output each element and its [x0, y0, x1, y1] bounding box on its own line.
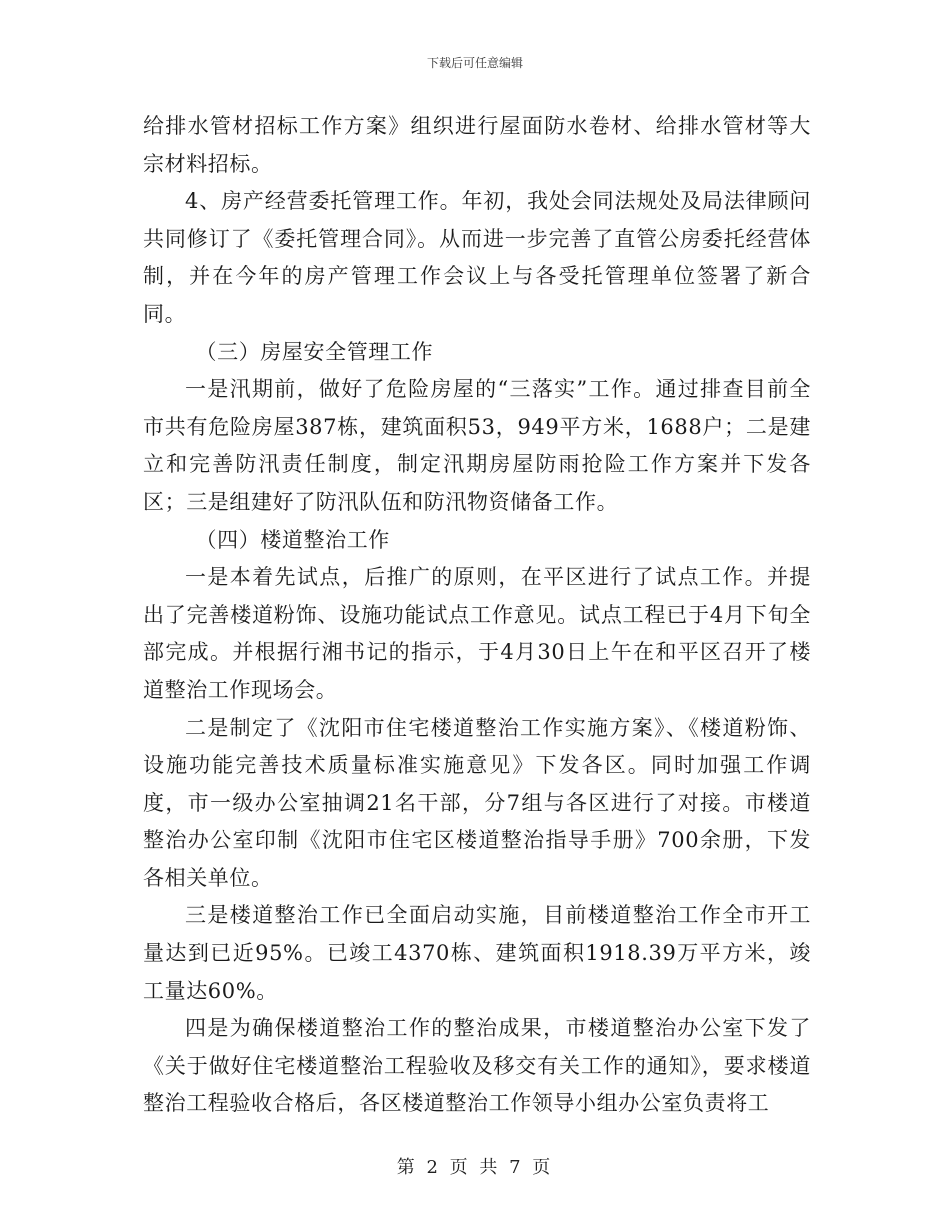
- paragraph-progress: 三是楼道整治工作已全面启动实施，目前楼道整治工作全市开工量达到已近95%。已竣工4370栋、建筑面积1918.39万平方米，竣工量达60%。: [143, 903, 811, 1003]
- paragraph-implementation-plan: 二是制定了《沈阳市住宅楼道整治工作实施方案》、《楼道粉饰、设施功能完善技术质量标准实施意见》下发各区。同时加强工作调度，市一级办公室抽调21名干部，分7组与各区进行了对接。市楼道整治办公室印制《沈阳市住宅区楼道整治指导手册》700余册，下发各相关单位。: [143, 715, 811, 890]
- paragraph-flood-season: 一是汛期前，做好了危险房屋的“三落实”工作。通过排查目前全市共有危险房屋387栋，建筑面积53，949平方米，1688户；二是建立和完善防汛责任制度，制定汛期房屋防雨抢险工作方案并下发各区；三是组建好了防汛队伍和防汛物资储备工作。: [143, 377, 811, 514]
- page-number: 第 2 页 共 7 页: [396, 1157, 554, 1178]
- section-heading-corridor-renovation: （四）楼道整治工作: [195, 527, 390, 552]
- page-header: 下载后可任意编辑: [426, 56, 523, 70]
- paragraph-continuation: 给排水管材招标工作方案》组织进行屋面防水卷材、给排水管材等大宗材料招标。: [143, 114, 811, 176]
- section-heading-housing-safety: （三）房屋安全管理工作: [195, 339, 434, 364]
- paragraph-acceptance: 四是为确保楼道整治工作的整治成果，市楼道整治办公室下发了《关于做好住宅楼道整治工程验收及移交有关工作的通知》，要求楼道整治工程验收合格后，各区楼道整治工作领导小组办公室负责将工: [143, 1016, 811, 1116]
- document-body: [143, 108, 811, 1123]
- paragraph-property-management: 4、房产经营委托管理工作。年初，我处会同法规处及局法律顾问共同修订了《委托管理合同》。从而进一步完善了直管公房委托经营体制，并在今年的房产管理工作会议上与各受托管理单位签署了新合同。: [143, 189, 811, 326]
- paragraph-pilot: 一是本着先试点，后推广的原则，在平区进行了试点工作。并提出了完善楼道粉饰、设施功能试点工作意见。试点工程已于4月下旬全部完成。并根据行湘书记的指示，于4月30日上午在和平区召开了楼道整治工作现场会。: [143, 565, 811, 702]
